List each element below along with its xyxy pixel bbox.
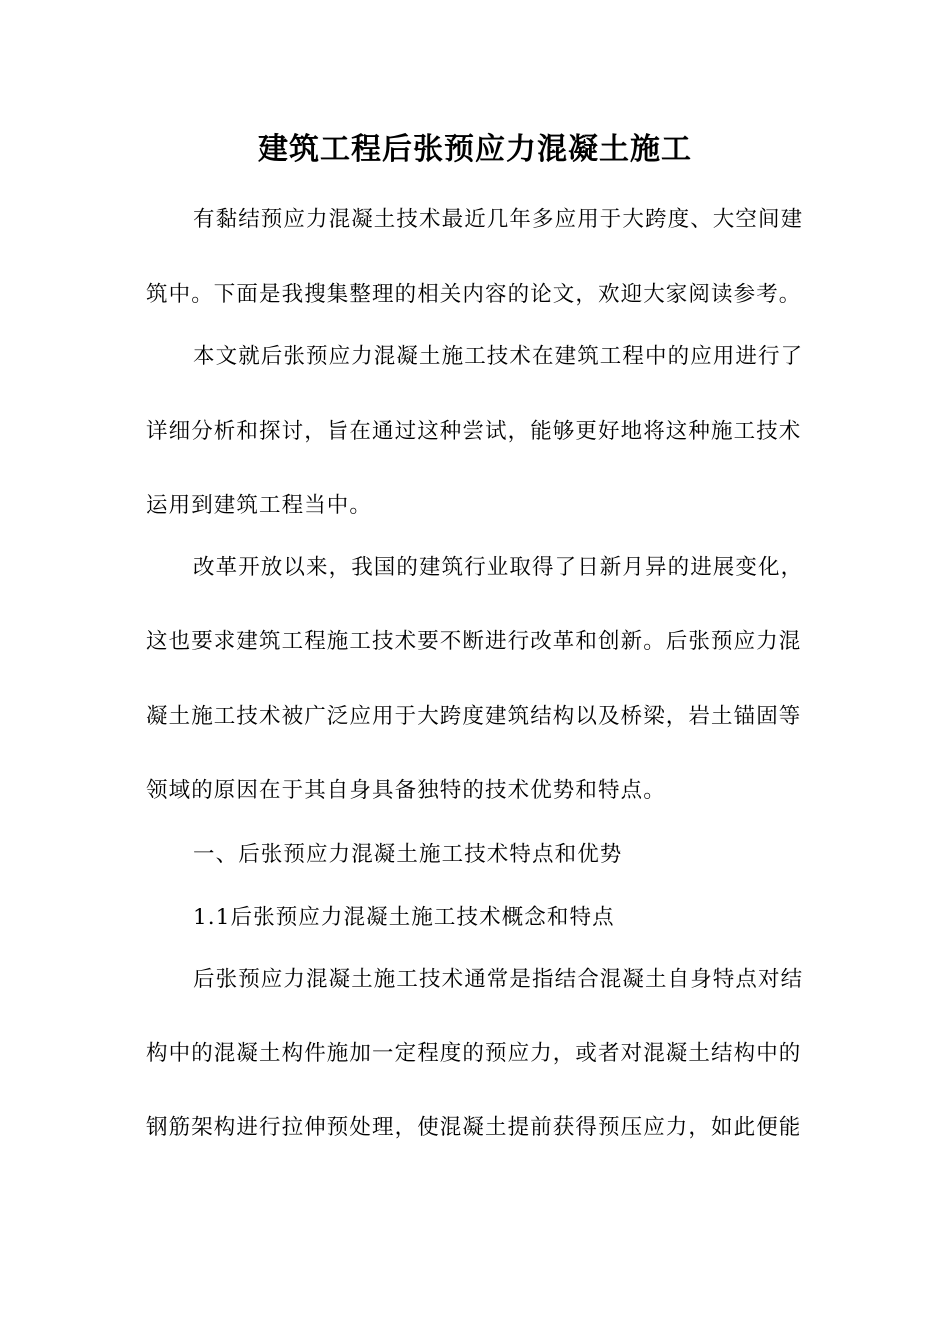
paragraph-1-line-1: 有黏结预应力混凝土技术最近几年多应用于大跨度、大空间建 [193,207,804,232]
subsection-heading-1-1: 1.1后张预应力混凝土施工技术概念和特点 [193,905,615,930]
section-heading-1: 一、后张预应力混凝土施工技术特点和优势 [193,842,623,867]
paragraph-1-line-2: 筑中。下面是我搜集整理的相关内容的论文，欢迎大家阅读参考。 [146,282,802,307]
document-title: 建筑工程后张预应力混凝土施工 [258,132,692,167]
paragraph-2-line-2: 详细分析和探讨，旨在通过这种尝试，能够更好地将这种施工技术 [146,419,802,444]
paragraph-2-line-1: 本文就后张预应力混凝土施工技术在建筑工程中的应用进行了 [193,344,804,369]
paragraph-3-line-4: 领域的原因在于其自身具备独特的技术优势和特点。 [146,778,666,803]
paragraph-4-line-3: 钢筋架构进行拉伸预处理，使混凝土提前获得预压应力，如此便能 [146,1115,802,1140]
paragraph-2-line-3: 运用到建筑工程当中。 [146,493,373,518]
paragraph-4-line-1: 后张预应力混凝土施工技术通常是指结合混凝土自身特点对结 [193,967,804,992]
paragraph-3-line-1: 改革开放以来，我国的建筑行业取得了日新月异的进展变化， [193,555,804,580]
paragraph-3-line-3: 凝土施工技术被广泛应用于大跨度建筑结构以及桥梁，岩土锚固等 [146,704,802,729]
paragraph-3-line-2: 这也要求建筑工程施工技术要不断进行改革和创新。后张预应力混 [146,629,802,654]
paragraph-4-line-2: 构中的混凝土构件施加一定程度的预应力，或者对混凝土结构中的 [146,1041,802,1066]
